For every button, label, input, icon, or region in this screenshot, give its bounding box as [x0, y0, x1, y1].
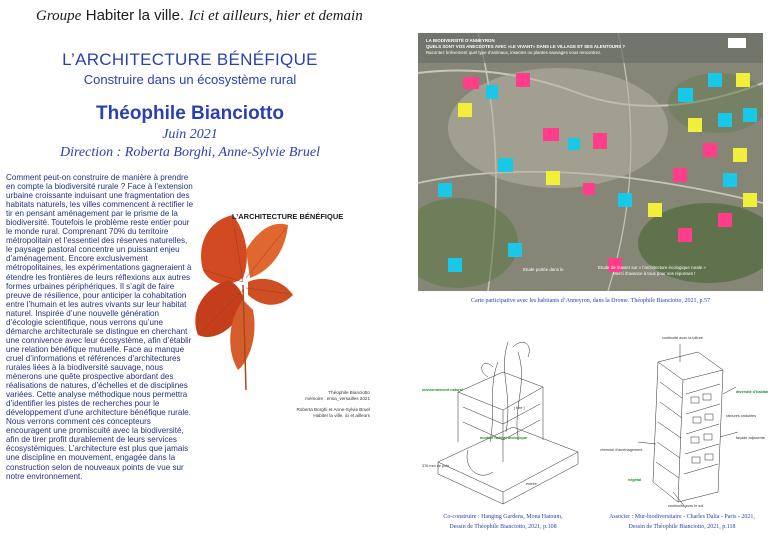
biodiversity-wall-sketch — [598, 332, 766, 512]
cover-school: mémoire . ensa_versailles 2021 — [305, 395, 370, 401]
drawing2-caption-line2: Dessin de Théophile Bianciotto, 2021, p.118 — [628, 524, 736, 530]
cover-author: Théophile Bianciotto — [328, 390, 370, 395]
cover-title: L’ARCHITECTURE BÉNÉFIQUE — [232, 212, 344, 221]
label-title: [ titre ] — [514, 406, 525, 410]
header-tagline: Ici et ailleurs, hier et demain — [188, 8, 363, 24]
header-groupe: Groupe — [36, 8, 82, 24]
page-title: L’ARCHITECTURE BÉNÉFIQUE — [62, 50, 318, 69]
drawing2-caption-line1: Associer : Mur-biodiversitaire - Charles Dalia - Paris - 2021, — [609, 514, 755, 520]
map-footer-3: Merci d’avance à tous pour vos réponses ! — [613, 271, 696, 276]
label-grooves: rainures ondulées — [726, 414, 757, 418]
map-footer-2: Etude de master sur « l’architecture écologique rurale » — [598, 265, 706, 270]
direction: Direction : Roberta Borghi, Anne-Sylvie Bruel — [60, 145, 320, 160]
hanging-gardens-drawing — [418, 332, 588, 512]
drawing1-caption-line2: Dessin de Théophile Bianciotto, 2021, p.108 — [449, 524, 557, 530]
label-habitat-model: modèle habitat biologique — [480, 436, 528, 440]
date: Juin 2021 — [162, 127, 218, 142]
cover-directors: Roberta Borghi et Anne-Sylvie Bruel — [296, 407, 370, 412]
label-pots: 376 mm de pots — [422, 464, 450, 468]
map-heading-2: QUELS SONT VOS ANECDOTES AVEC «LE VIVANT» DANS LE VILLAGE ET SES ALENTOURS ? — [426, 44, 626, 49]
map-caption: Carte participative avec les habitants d’Anneyron, dans la Drome. Théophile Bianciotto, 2021, p.57 — [471, 298, 710, 304]
cover-author-block — [290, 390, 370, 401]
page-subtitle: Construire dans un écosystème rural — [83, 72, 297, 87]
map-heading-3: Racontez brièvement quel type d’animaux, insectes ou plantes sauvages vous rencontrez. — [426, 50, 602, 55]
cover-group: Habiter la ville, ici et ailleurs — [313, 412, 370, 418]
label-roof-continuity: continuité avec la toiture — [662, 336, 703, 340]
abstract-text: Comment peut-on construire de manière à prendre en compte la biodiversité rurale ? Face à l’extension urbaine croissante induisant une fragmentation des habitats naturels, les villes commencent à rectifier le tir en pensant aménagement par le prisme de la biodiversité. Toutefois le problème reste entier pour le monde rural. Comprenant 70% du territoire métropolitain et l’essentiel des réserves naturelles, le paysage pastoral concentre un puissant enjeu d’aménagement. Encore exclusivement métropolitaines, les expérimentations gagneraient à étendre les frontières de leurs réflexions aux autres formes urbaines périphériques. Il s’agit de faire preuve de résilience, pour anticiper la cohabitation entre l’humain et les autres vivants sur leur habitat naturel. Inspirée d’une nouvelle génération d’écologie scientifique, nous verrons qu’une démarche architecturale se distingue en cherchant une connivence avec leur écosystème, afin d’établir une relation bénéfique mutuelle. Face au manque cruel d’informations et références d’architectures rurales liées à la biodiversité sauvage, nous mènerons une quête prospective abordant des réalisations de natures, d’échelles et de disciplines variées. Cette analyse méthodique nous permettra d’identifier les pistes de recherches pour le développement d’une architecture bénéfique rurale. Nous verrons comment ces concepteurs encouragent une promiscuité avec la biodiversité, afin de tirer profit durablement de leurs services écosystémiques. L’architecture est plus que jamais une discipline en mouvement, engagée dans la construction selon de nouveaux points de vue sur notre environnement. — [6, 173, 194, 481]
label-vegetal: végétal — [628, 478, 642, 482]
label-ground-continuity: continuité avec le sol — [668, 504, 704, 508]
hanging-gardens-sketch — [418, 332, 588, 512]
aerial-map — [418, 33, 763, 291]
drawing1-caption — [418, 512, 588, 532]
label-chemise: chemise d’aménagement — [600, 448, 643, 452]
map-heading-1: LA BIODIVERSITÉ D’ANNEYRON — [426, 38, 495, 43]
label-habitat-diversity: diversité d’habitat — [736, 390, 768, 394]
biodiversity-wall-drawing — [598, 332, 766, 512]
label-facade: façade adjacente — [736, 436, 765, 440]
participatory-map-photo — [418, 33, 763, 291]
map-footer-1: Etude portée dans le — [523, 267, 564, 272]
label-natural-env: environnement naturel — [422, 388, 463, 392]
cover-direction-block — [270, 407, 370, 418]
drawing1-caption-line1: Co-construire : Hanging Gardens, Mona Hatoum, — [443, 514, 563, 520]
author-name: Théophile Bianciotto — [96, 103, 284, 124]
drawing2-caption — [598, 512, 766, 532]
header-habiter: Habiter la ville. — [85, 7, 185, 24]
group-header — [36, 7, 363, 25]
label-entry: entrée — [526, 482, 537, 486]
